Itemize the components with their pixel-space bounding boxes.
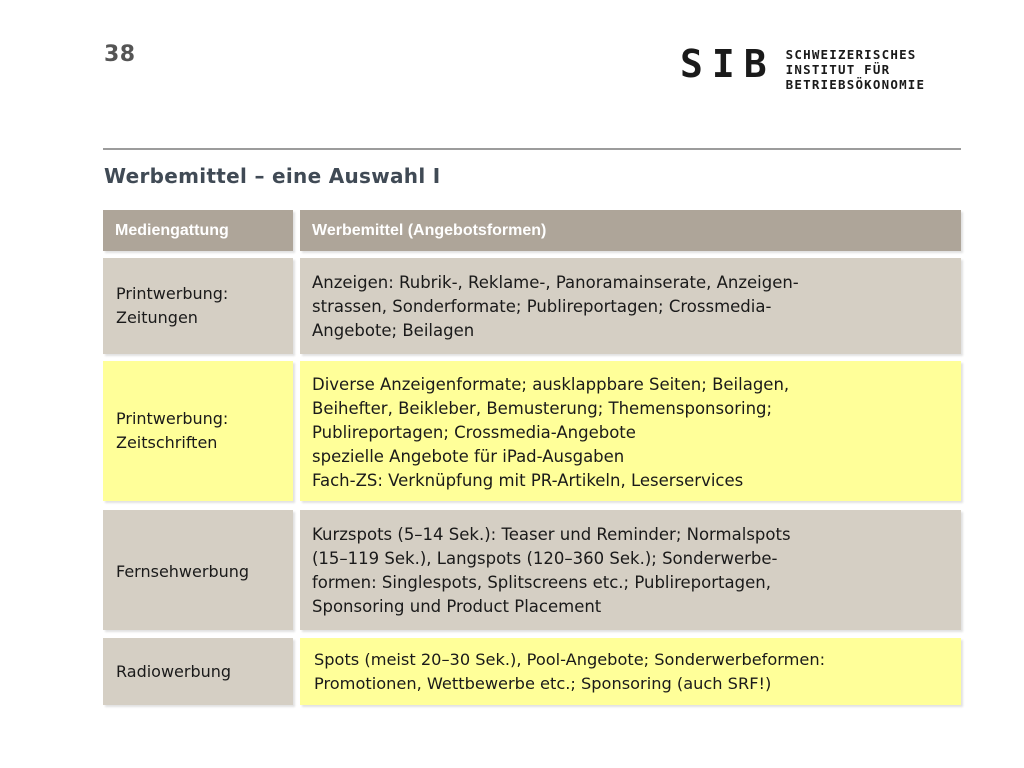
row-description-fernsehwerbung	[300, 510, 961, 630]
row-description-zeitschriften	[300, 361, 961, 501]
slide-title: Werbemittel – eine Auswahl I	[104, 164, 441, 188]
logo-line-2: INSTITUT FÜR	[785, 62, 891, 77]
logo-mark: SIB	[680, 42, 776, 86]
logo-text	[786, 47, 926, 92]
page-number: 38	[104, 42, 136, 67]
description-line: spezielle Angebote für iPad-Ausgaben	[312, 447, 625, 466]
row-description-zeitungen	[300, 258, 961, 354]
description-line: Anzeigen: Rubrik-, Reklame-, Panoramainserate, Anzeigen-	[312, 273, 799, 292]
row-category-zeitungen	[103, 258, 293, 354]
row-category-fernsehwerbung	[103, 510, 293, 630]
category-line: Radiowerbung	[116, 661, 232, 681]
description-line: Kurzspots (5–14 Sek.): Teaser und Reminder; Normalspots	[312, 525, 791, 544]
category-line: Zeitungen	[116, 308, 198, 327]
header-mediengattung: Mediengattung	[103, 210, 293, 251]
description-line: Spots (meist 20–30 Sek.), Pool-Angebote; Sonderwerbeformen:	[314, 650, 826, 669]
header-divider	[103, 148, 961, 150]
category-line: Printwerbung:	[116, 284, 229, 303]
category-line: Printwerbung:	[116, 409, 229, 428]
row-category-zeitschriften	[103, 361, 293, 501]
sib-logo	[680, 44, 925, 92]
logo-line-3: BETRIEBSÖKONOMIE	[785, 77, 926, 92]
description-line: formen: Singlespots, Splitscreens etc.; Publireportagen,	[312, 573, 771, 592]
description-line: Publireportagen; Crossmedia-Angebote	[312, 423, 636, 442]
header-werbemittel: Werbemittel (Angebotsformen)	[300, 210, 961, 251]
description-line: (15–119 Sek.), Langspots (120–360 Sek.); Sonderwerbe-	[312, 549, 778, 568]
description-line: Sponsoring und Product Placement	[312, 597, 602, 616]
description-line: strassen, Sonderformate; Publireportagen; Crossmedia-	[312, 297, 772, 316]
row-category-radiowerbung	[103, 638, 293, 705]
category-line: Zeitschriften	[116, 433, 218, 452]
description-line: Diverse Anzeigenformate; ausklappbare Seiten; Beilagen,	[312, 375, 790, 394]
description-line: Beihefter, Beikleber, Bemusterung; Themensponsoring;	[312, 399, 773, 418]
description-line: Angebote; Beilagen	[312, 321, 475, 340]
description-line: Fach-ZS: Verknüpfung mit PR-Artikeln, Leserservices	[312, 471, 744, 490]
logo-line-1: SCHWEIZERISCHES	[785, 47, 917, 62]
category-line: Fernsehwerbung	[116, 562, 250, 581]
row-description-radiowerbung	[300, 638, 961, 705]
description-line: Promotionen, Wettbewerbe etc.; Sponsoring (auch SRF!)	[314, 674, 772, 693]
